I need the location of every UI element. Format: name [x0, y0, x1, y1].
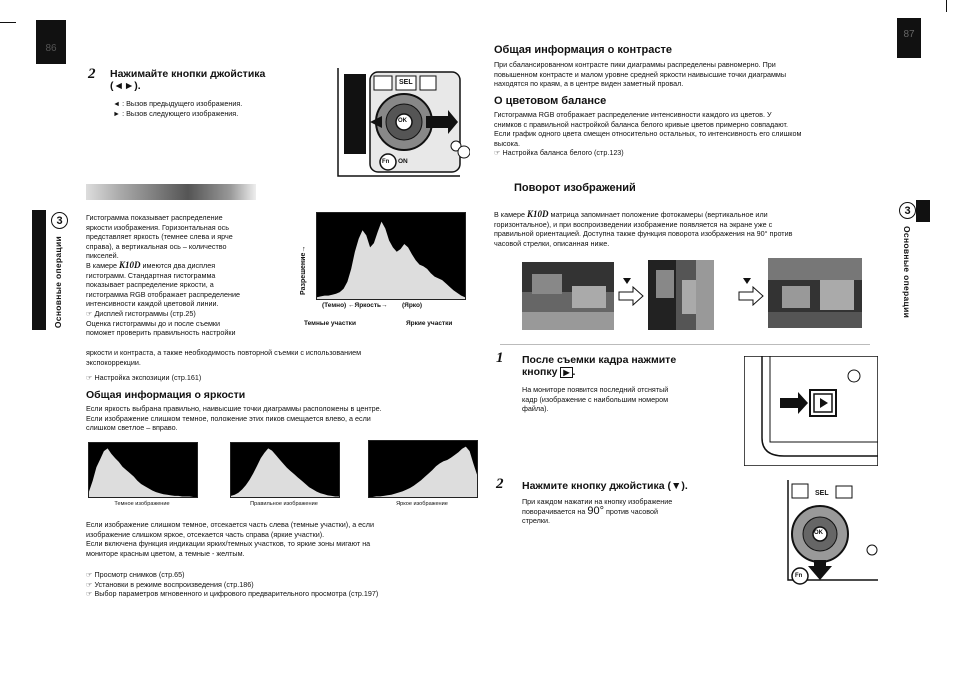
step1-right-text — [522, 385, 668, 414]
separator-line — [500, 344, 870, 345]
contrast-text — [494, 60, 786, 89]
step1-right-line2: кадр (изображение с наибольшим номером — [522, 394, 669, 404]
hist-p2-line2: показывает распределение яркости, а — [86, 280, 214, 290]
step-title-left — [110, 68, 265, 92]
camera-joystick-ok-label: OK — [814, 530, 823, 536]
histogram-bright-svg — [369, 441, 477, 497]
brightness-p1-line1: Если яркость выбрана правильно, наивысшие точки диаграммы расположены в центре. — [86, 404, 382, 413]
step1-right-title-kn: кнопку — [522, 366, 558, 378]
hist-p1-line2: яркости изображения. Горизонтальная ось — [86, 222, 229, 232]
big-histogram-curve — [317, 222, 465, 299]
bullet-next: ► : Вызов следующего изображения. — [113, 109, 239, 118]
caption-bright-areas: Яркие участки — [406, 320, 453, 327]
hist-p3-line1: Оценка гистограммы до и после съемки — [86, 318, 221, 328]
hist-p1-line1: Гистограмма показывает распределение — [86, 213, 223, 222]
rotation-photo-3 — [768, 258, 862, 328]
caption-dark-areas: Темные участки — [304, 320, 356, 327]
hist-p1-line4: справа), а вертикальная ось – количество — [86, 241, 227, 251]
histogram-dark-svg — [89, 443, 197, 497]
color-balance-text — [494, 110, 801, 158]
hist-p1-line5: пикселей. — [86, 251, 119, 261]
hist-p3-line4: экспокоррекции. — [86, 358, 141, 367]
camera-joystick-fn-label: Fn — [795, 573, 803, 579]
page-number-right: 87 — [897, 18, 921, 58]
camera-illustration-playback — [744, 356, 878, 466]
histogram-description — [86, 213, 296, 338]
step2-right-title: Нажмите кнопку джойстика (▼). — [522, 480, 688, 492]
brand-k10d: K10D — [119, 259, 141, 270]
step1-right-title-line1: После съемки кадра нажмите — [522, 354, 677, 366]
step1-right-line1: На мониторе появится последний отснятый — [522, 385, 669, 394]
side-tab-right — [916, 200, 930, 222]
histogram-dark-image — [88, 442, 198, 498]
page-number-left: 86 — [36, 20, 66, 64]
step-number-2-left: 2 — [88, 66, 96, 82]
section-header-band — [86, 184, 256, 200]
step1-right-title — [522, 354, 676, 378]
side-tab-left — [32, 210, 46, 330]
brightness-title: Общая информация о яркости — [86, 389, 246, 401]
histogram-normal-svg — [231, 443, 339, 497]
rotation-prefix: В камере — [494, 210, 526, 219]
hist-p3-line2: поможет проверить правильность настройки — [86, 328, 236, 338]
brightness-p1-line2: Если изображение слишком темное, положение этих пиков смещается влево, а если — [86, 413, 371, 423]
caption-normal-image: Правильное изображение — [250, 501, 318, 507]
step-number-2-right: 2 — [496, 476, 504, 492]
histogram-normal-image — [230, 442, 340, 498]
camera-top-on-label: ON — [398, 158, 408, 165]
histogram-bright-image — [368, 440, 478, 498]
big-histogram-ylabel: Разрешение→ — [300, 245, 307, 295]
step2-right-text — [522, 497, 672, 526]
hist-p1-line3: представляет яркость (темнее слева и ярче — [86, 232, 233, 242]
color-balance-line1: Гистограмма RGB отображает распределение интенсивности каждого из цветов. У — [494, 110, 772, 119]
hist-p2-line4: интенсивности каждой цветовой линии. — [86, 299, 219, 309]
corner-line-right — [946, 0, 947, 12]
rotation-line0 — [494, 210, 792, 220]
chapter-title-right: Основные операции — [902, 226, 912, 319]
big-histogram-xlabel — [322, 302, 422, 309]
big-histogram — [316, 212, 466, 300]
step2-right-prefix: поворачивается на — [522, 506, 586, 516]
color-balance-title: О цветовом балансе — [494, 95, 607, 107]
rotation-degrees: 90° — [587, 504, 605, 517]
chapter-title-left: Основные операции — [53, 236, 63, 329]
big-histogram-svg — [317, 213, 465, 299]
rotation-text — [494, 210, 792, 248]
ref-playback-settings: ☞ Установки в режиме воспроизведения (стр.186) — [86, 579, 254, 589]
step1-right-title-end: . — [572, 366, 576, 378]
brand-k10d-right: K10D — [527, 209, 549, 219]
step1-right-line3: файла). — [522, 404, 549, 414]
rotation-line3: часовой стрелки, описанная ниже. — [494, 238, 610, 248]
xlabel-dark: (Темно) — [322, 302, 347, 309]
histogram-normal-curve — [231, 448, 339, 497]
contrast-line2: повышенном контрасте и малом уровне средней яркости наивысшие точки диаграммы — [494, 69, 787, 79]
rotation-photo-1 — [522, 262, 614, 330]
brightness-p2-line3: Если включена функция индикации ярких/темных участков, то яркие зоны мигают на — [86, 539, 371, 549]
hist-p2-prefix: В камере — [86, 260, 118, 270]
brightness-p2-line4: мониторе красным цветом, а темные - желтым. — [86, 548, 245, 558]
rotation-title: Поворот изображений — [514, 182, 636, 194]
hist-ref2: ☞ Настройка экспозиции (стр.161) — [86, 373, 202, 382]
bullet-previous: ◄ : Вызов предыдущего изображения. — [113, 99, 243, 108]
histogram-bright-curve — [369, 447, 477, 497]
hist-p2-rest: имеются два дисплея — [142, 260, 216, 270]
step2-right-line1: При каждом нажатии на кнопку изображение — [522, 497, 673, 506]
step2-right-rest: против часовой — [606, 506, 659, 516]
contrast-title: Общая информация о контрасте — [494, 44, 672, 56]
corner-line-left — [0, 22, 16, 23]
caption-dark-image: Темное изображение — [114, 501, 170, 507]
color-balance-line4: высока. — [494, 138, 520, 148]
hist-p2-line1: гистограмм. Стандартная гистограмма — [86, 270, 216, 280]
brightness-p1-line3: слишком светлое – вправо. — [86, 423, 178, 433]
rotation-line2: правильной ориентацией. Доступна также функция поворота изображения на 90° против — [494, 229, 793, 239]
contrast-line1: При сбалансированном контрасте пики диаграммы распределены равномерно. При — [494, 60, 776, 69]
ref-preview-params: ☞ Выбор параметров мгновенного и цифрового предварительного просмотра (стр.197) — [86, 589, 379, 599]
hist-p2-line0 — [86, 261, 296, 271]
histogram-dark-curve — [89, 448, 197, 497]
camera-joystick-sel-label: SEL — [815, 490, 829, 497]
rotation-photo-2 — [648, 260, 714, 330]
step2-right-line3: стрелки. — [522, 516, 550, 526]
rotation-rest: матрица запоминает положение фотокамеры (вертикальное или — [550, 210, 768, 219]
playback-button-icon: ▶ — [560, 367, 572, 378]
step2-right-line2 — [522, 504, 672, 517]
rotation-line1: горизонтальное), и при воспроизведении изображение появляется на экране уже с — [494, 219, 773, 229]
chapter-number-left: 3 — [51, 212, 68, 229]
brightness-p1 — [86, 404, 382, 433]
contrast-line3: находятся по краям, а в центре виден заметный провал. — [494, 79, 684, 89]
hist-ref1: ☞ Дисплей гистограммы (стр.25) — [86, 308, 196, 318]
camera-top-ok-label: OK — [398, 118, 407, 124]
step-title-left-line1: Нажимайте кнопки джойстика — [110, 68, 266, 80]
camera-top-fn-label: Fn — [382, 159, 390, 165]
ref-view-images: ☞ Просмотр снимков (стр.65) — [86, 570, 185, 579]
caption-bright-image: Яркое изображение — [396, 501, 448, 507]
color-balance-line2: снимков с правильной настройкой баланса белого кривые цветов примерно совпадают. — [494, 119, 788, 129]
hist-p3-line3: яркости и контраста, а также необходимость повторной съемки с использованием — [86, 348, 362, 357]
step-title-left-line2: (◄►). — [110, 80, 141, 92]
hist-p2-line3: гистограмма RGB отображает распределение — [86, 289, 240, 299]
brightness-p2-line1: Если изображение слишком темное, отсекается часть слева (темные участки), а если — [86, 520, 374, 529]
chapter-number-right: 3 — [899, 202, 916, 219]
step-number-1-right: 1 — [496, 350, 504, 366]
color-balance-ref: ☞ Настройка баланса белого (стр.123) — [494, 148, 624, 158]
xlabel-mid: ←Яркость→ — [348, 302, 388, 309]
color-balance-line3: Если график одного цвета смещен относительно остальных, то интенсивность его слишком — [494, 129, 802, 139]
camera-top-sel-label: SEL — [399, 79, 413, 86]
xlabel-bright: (Ярко) — [401, 302, 423, 309]
arrow-icon-2 — [737, 276, 765, 306]
brightness-refs — [86, 570, 378, 599]
arrow-icon-1 — [617, 276, 645, 306]
brightness-p2-line2: изображение слишком яркое, отсекается часть справа (яркие участки). — [86, 529, 325, 539]
brightness-p2 — [86, 520, 374, 558]
step1-right-title-line2 — [522, 366, 676, 378]
